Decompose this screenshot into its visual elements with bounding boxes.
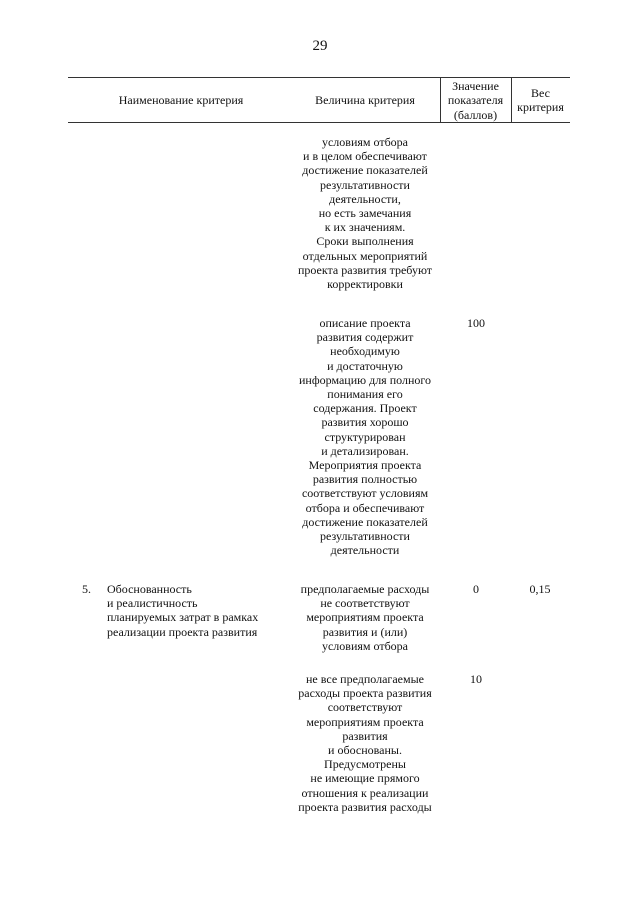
- header-criterion-value: Величина критерия: [315, 93, 415, 107]
- header-score: Значение показателя (баллов): [447, 79, 504, 122]
- table-row-number: 5.: [82, 582, 91, 596]
- table-row-value: условиям отбора и в целом обеспечивают достижение показателей результативности деятельности, но есть замечания к их значениям. Сроки выполнения отдельных мероприятий проекта развития требуют корректировки: [297, 135, 433, 292]
- table-row-name: Обоснованность и реалистичность планируемых затрат в рамках реализации проекта развития: [107, 582, 259, 639]
- table-row-value: не все предполагаемые расходы проекта развития соответствуют мероприятиям проекта развития и обоснованы. Предусмотрены не имеющие прямого отношения к реализации проекта развития расходы: [298, 672, 432, 814]
- page-number: 29: [312, 38, 328, 54]
- table-header-rule: [68, 122, 570, 123]
- table-row-score: 100: [467, 316, 485, 330]
- table-row-value: описание проекта развития содержит необходимую и достаточную информацию для полного понимания его содержания. Проект развития хорошо структурирован и детализирован. Мероприятия проекта развития полностью соответствуют условиям отбора и обеспечивают достижение показателей результативности деятельности: [299, 316, 431, 558]
- table-row-value: предполагаемые расходы не соответствуют мероприятиям проекта развития и (или) условиям отбора: [300, 582, 430, 653]
- table-row-score: 0: [473, 582, 479, 596]
- header-weight: Вес критерия: [517, 86, 564, 115]
- table-row-weight: 0,15: [529, 582, 551, 596]
- header-criterion-name: Наименование критерия: [118, 93, 244, 107]
- table-row-score: 10: [470, 672, 482, 686]
- table-top-rule: [68, 77, 570, 78]
